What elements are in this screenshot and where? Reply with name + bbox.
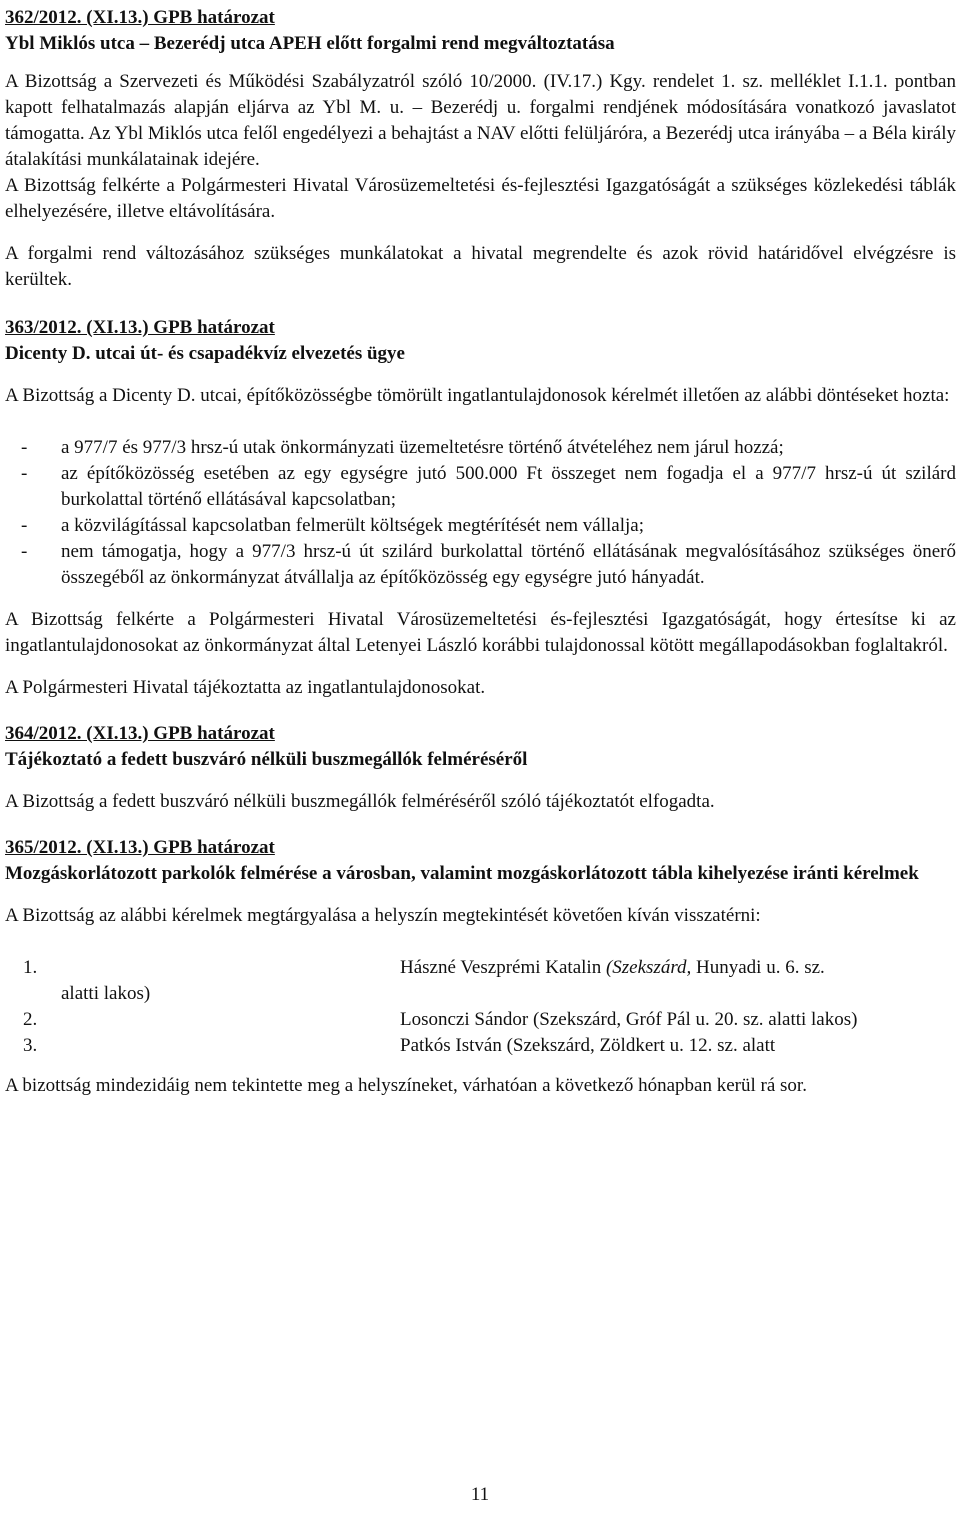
paragraph-365-1: A Bizottság az alábbi kérelmek megtárgyalása a helyszín megtekintését követően kíván visszatérni:: [5, 905, 761, 926]
applicant-item-1: [5, 955, 956, 981]
applicant-number: 3.: [23, 1035, 38, 1056]
applicant-item-1-continuation: alatti lakos): [61, 983, 151, 1004]
paragraph-362-1: A Bizottság a Szervezeti és Működési Szabályzatról szóló 10/2000. (IV.17.) Kgy. rendelet 1. sz. melléklet I.1.1. pontban kapott felhatalmazás alapján eljárva az Ybl M. u. – Bezerédj u. forgalmi rendjének módosítására vonatkozó javaslatot támogatta. Az Ybl Miklós utca felől engedélyezi a behajtást a NAV előtti felüljáróra, a Bezerédj utca irányába – a Béla király átalakítási munkálatainak idejére.: [5, 71, 956, 170]
list-dash: -: [21, 463, 28, 484]
list-item: [5, 539, 956, 591]
applicant-number: 1.: [23, 957, 38, 978]
resolution-heading-362: 362/2012. (XI.13.) GPB határozat: [5, 7, 275, 28]
list-item: [5, 435, 956, 461]
paragraph-363-3: A Polgármesteri Hivatal tájékoztatta az ingatlantulajdonosokat.: [5, 677, 486, 698]
list-item-text: a közvilágítással kapcsolatban felmerült költségek megtérítését nem vállalja;: [61, 515, 644, 536]
resolution-heading-365: 365/2012. (XI.13.) GPB határozat: [5, 837, 275, 858]
applicant-text: [400, 955, 956, 981]
list-item: [5, 461, 956, 513]
list-dash: -: [21, 541, 28, 562]
list-item-text: nem támogatja, hogy a 977/3 hrsz-ú út szilárd burkolattal történő ellátásának megvalósításához szükséges önerő összegéből az önkormányzat átvállalja az építőközösség egy egységre jutó hányadát.: [61, 541, 956, 588]
list-item-text: a 977/7 és 977/3 hrsz-ú utak önkormányzati üzemeltetésre történő átvételéhez nem járul hozzá;: [61, 437, 784, 458]
paragraph-363-1: A Bizottság a Dicenty D. utcai, építőközösségbe tömörült ingatlantulajdonosok kérelmét illetően az alábbi döntéseket hozta:: [5, 385, 950, 406]
paragraph-365-2: A bizottság mindezidáig nem tekintette meg a helyszíneket, várhatóan a következő hónapban kerül rá sor.: [5, 1075, 807, 1096]
paragraph-364-1: A Bizottság a fedett buszváró nélküli buszmegállók felméréséről szóló tájékoztatót elfogadta.: [5, 791, 715, 812]
decision-list: [5, 435, 956, 591]
list-item: [5, 513, 956, 539]
list-item-text: az építőközösség esetében az egy egységre jutó 500.000 Ft összeget nem fogadja el a 977/7 hrsz-ú út szilárd burkolattal történő ellátásával kapcsolatban;: [61, 463, 956, 510]
applicant-city: (Szekszárd,: [605, 957, 692, 978]
resolution-title-364: Tájékoztató a fedett buszváró nélküli buszmegállók felméréséről: [5, 749, 528, 770]
applicant-text: Losonczi Sándor (Szekszárd, Gróf Pál u. 20. sz. alatti lakos): [400, 1009, 858, 1030]
list-dash: -: [21, 437, 28, 458]
resolution-heading-363: 363/2012. (XI.13.) GPB határozat: [5, 317, 275, 338]
page-number: 11: [470, 1484, 490, 1505]
resolution-heading-364: 364/2012. (XI.13.) GPB határozat: [5, 723, 275, 744]
paragraph-362-3: A forgalmi rend változásához szükséges munkálatokat a hivatal megrendelte és azok rövid határidővel elvégzésre is kerültek.: [5, 243, 956, 290]
resolution-title-363: Dicenty D. utcai út- és csapadékvíz elvezetés ügye: [5, 343, 405, 364]
document-page: [5, 5, 956, 1099]
paragraph-362-2: A Bizottság felkérte a Polgármesteri Hivatal Városüzemeltetési és-fejlesztési Igazgatóságát a szükséges közlekedési táblák elhelyezésére, illetve eltávolítására.: [5, 175, 956, 222]
applicant-name: Hászné Veszprémi Katalin: [400, 957, 606, 978]
applicant-item-3: [5, 1033, 956, 1059]
applicant-address: Hunyadi u. 6. sz.: [691, 957, 825, 978]
resolution-title-365: Mozgáskorlátozott parkolók felmérése a városban, valamint mozgáskorlátozott tábla kihelyezése iránti kérelmek: [5, 863, 919, 884]
applicant-text: Patkós István (Szekszárd, Zöldkert u. 12. sz. alatt: [400, 1035, 776, 1056]
resolution-title-362: Ybl Miklós utca – Bezerédj utca APEH előtt forgalmi rend megváltoztatása: [5, 33, 615, 54]
list-dash: -: [21, 515, 28, 536]
applicant-number: 2.: [23, 1009, 38, 1030]
applicant-item-2: [5, 1007, 956, 1033]
paragraph-363-2: A Bizottság felkérte a Polgármesteri Hivatal Városüzemeltetési és-fejlesztési Igazgatóságát, hogy értesítse ki az ingatlantulajdonosokat az önkormányzat által Letenyei László korábbi tulajdonossal kötött megállapodásokban foglaltakról.: [5, 609, 956, 656]
